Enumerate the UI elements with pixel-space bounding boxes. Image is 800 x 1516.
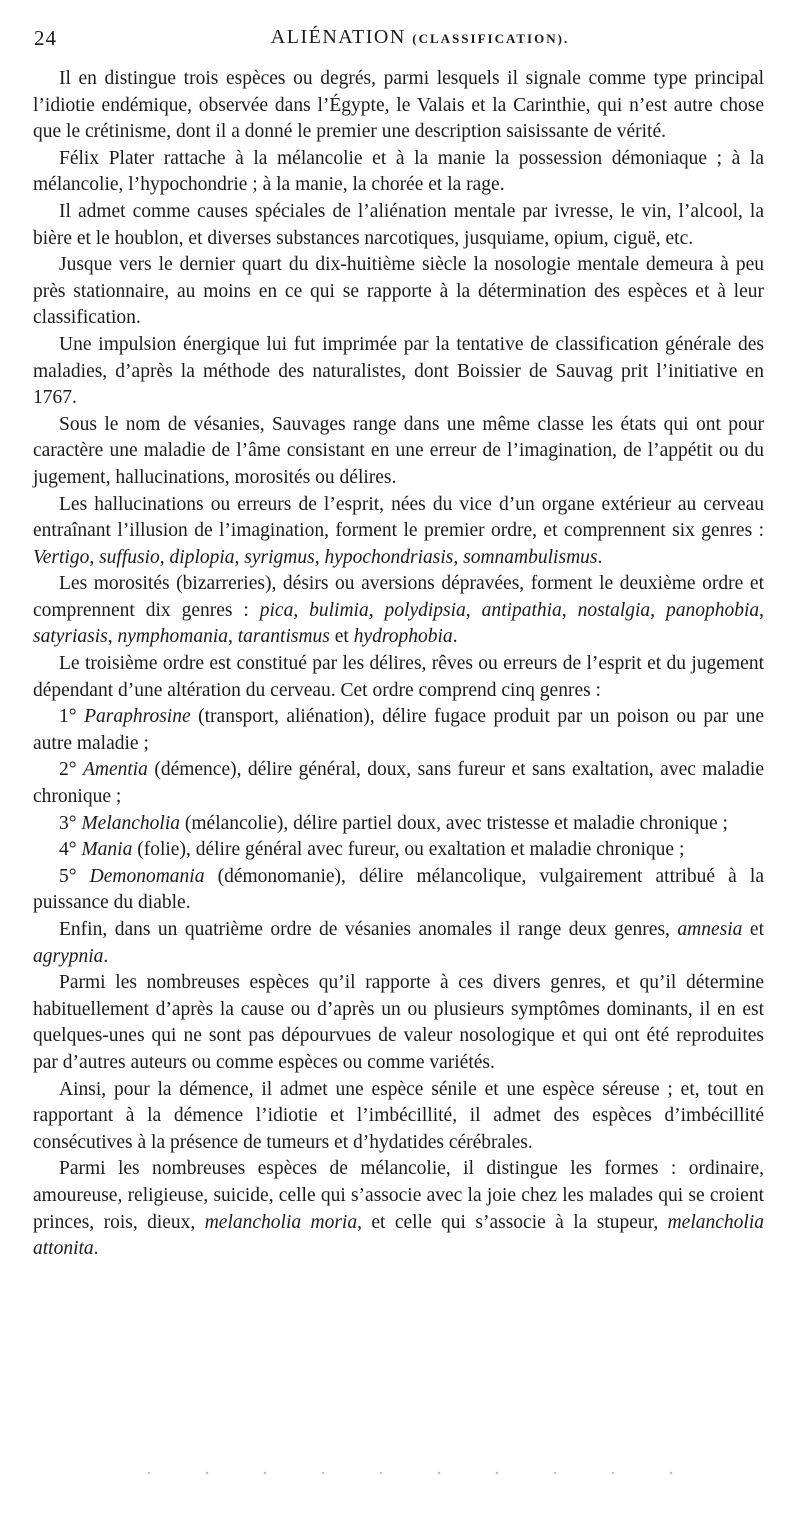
text-run: (démonomanie), délire mélancolique, vulgairement attribué à la puissance du diable. (33, 865, 764, 914)
italic-term: suffusio (99, 546, 160, 568)
italic-term: agrypnia (33, 945, 104, 967)
italic-term: bulimia (309, 599, 369, 621)
text-run: (démence), délire général, doux, sans fureur et sans exaltation, avec maladie chronique ; (33, 759, 764, 808)
text-run: Il en distingue trois espèces ou degrés, parmi lesquels il signale comme type principal l’idiotie endémique, observée dans l’Égypte, le Valais et la Carinthie, qui n’est autre chose que le crétinisme, dont il a donné le premier une description saisissante de vérité. (33, 68, 764, 143)
text-run: (transport, aliénation), délire fugace produit par un poison ou par une autre maladie ; (33, 706, 764, 754)
text-run: , (234, 546, 245, 568)
page-header (34, 26, 766, 56)
text-run: Ainsi, pour la démence, il admet une espèce sénile et une espèce séreuse ; et, tout en rapportant à la démence l’idiotie et l’imbécillité, il admet des espèces d’imbécillité consécutives à la présence de tumeurs et d’hydatides cérébrales. (33, 1078, 764, 1153)
paragraph (33, 651, 764, 704)
text-run: 4° (59, 839, 82, 861)
paragraph (33, 1077, 764, 1157)
footer-dotted-rule (120, 1470, 680, 1476)
body-text (33, 66, 764, 1263)
italic-term: nymphomania (117, 626, 229, 648)
italic-term: Amentia (82, 759, 148, 781)
text-run: Le troisième ordre est constitué par les délires, rêves ou erreurs de l’esprit et du jugement dépendant d’une altération du cerveau. Cet ordre comprend cinq genres : (33, 653, 764, 701)
italic-term: nostalgia (577, 599, 651, 621)
italic-term: melancholia moria (204, 1211, 358, 1233)
italic-term: Paraphrosine (84, 706, 191, 728)
italic-term: Melancholia (81, 812, 180, 834)
text-run: . (103, 945, 109, 967)
paragraph (33, 917, 764, 970)
text-run: Jusque vers le dernier quart du dix-huitième siècle la nosologie mentale demeura à peu près stationnaire, au moins en ce qui se rapporte à la détermination des espèces et à leur classification. (33, 254, 764, 329)
italic-term: somnambulismus (463, 546, 598, 568)
text-run: , (159, 546, 170, 568)
paragraph (33, 66, 764, 146)
text-run: , (465, 599, 482, 621)
italic-term: syrigmus (244, 546, 315, 568)
text-run: (folie), délire général avec fureur, ou exaltation et maladie chronique ; (132, 839, 685, 861)
italic-term: pica (259, 599, 294, 621)
text-run: , (759, 599, 765, 621)
text-run: , (561, 599, 578, 621)
text-run: 3° (59, 812, 82, 834)
text-run: et (742, 919, 764, 940)
text-run: , (107, 626, 118, 648)
italic-term: antipathia (481, 599, 562, 621)
italic-term: tarantismus (237, 626, 330, 648)
paragraph (33, 412, 764, 492)
paragraph (33, 252, 764, 332)
text-run: Les morosités (bizarreries), désirs ou aversions dépravées, forment le deuxième ordre et comprennent dix genres : (33, 573, 764, 621)
text-run: , (314, 546, 325, 568)
text-run: Sous le nom de vésanies, Sauvages range dans une même classe les états qui ont pour caractère une maladie de l’âme consistant en une erreur de l’imagination, de l’appétit ou du jugement, hallucinations, morosités ou délires. (33, 413, 764, 488)
paragraph (33, 146, 764, 199)
text-run: , et celle qui s’associe à la stupeur, (357, 1211, 668, 1233)
paragraph (33, 199, 764, 252)
italic-term: diplopia (169, 546, 235, 568)
italic-term: satyriasis (33, 626, 108, 648)
text-run: . (93, 1238, 99, 1260)
text-run: 1° (59, 706, 85, 728)
text-run: , (453, 546, 464, 568)
italic-term: hypochondriasis (324, 546, 454, 568)
text-run: Parmi les nombreuses espèces qu’il rapporte à ces divers genres, et qu’il détermine habituellement d’après la cause ou d’après un ou plusieurs symptômes dominants, il en est quelques-unes qui ne sont pas dépourvues de valeur nosologique et qui ont été reproduites par d’autres auteurs ou comme espèces ou comme variétés. (33, 972, 764, 1073)
paragraph (33, 837, 764, 864)
paragraph (33, 757, 764, 810)
paragraph (33, 492, 764, 572)
italic-term: panophobia (666, 599, 760, 621)
italic-term: hydrophobia (353, 626, 453, 648)
text-run: Il admet comme causes spéciales de l’aliénation mentale par ivresse, le vin, l’alcool, la bière et le houblon, et diverses substances narcotiques, jusquiame, opium, ciguë, etc. (33, 200, 764, 249)
running-head-subtitle: (CLASSIFICATION). (412, 31, 570, 46)
paragraph (33, 970, 764, 1076)
running-head (34, 26, 766, 49)
text-run: Les hallucinations ou erreurs de l’esprit, nées du vice d’un organe extérieur au cerveau entraînant l’illusion de l’imagination, forment le premier ordre, et comprennent six genres : (33, 493, 764, 542)
text-run: . (452, 626, 458, 648)
text-run: (mélancolie), délire partiel doux, avec tristesse et maladie chronique ; (180, 812, 728, 834)
text-run: Une impulsion énergique lui fut imprimée par la tentative de classification générale des maladies, d’après la méthode des naturalistes, dont Boissier de Sauvag prit l’initiative en 1767. (33, 333, 764, 409)
text-run: Enfin, dans un quatrième ordre de vésanies anomales il range deux genres, (59, 919, 678, 940)
italic-term: melancholia attonita (33, 1211, 764, 1260)
text-run: 2° (59, 759, 83, 781)
text-run: Félix Plater rattache à la mélancolie et à la manie la possession démoniaque ; à la mélancolie, l’hypochondrie ; à la manie, la chorée et la rage. (33, 147, 764, 196)
paragraph (33, 864, 764, 917)
text-run: Parmi les nombreuses espèces de mélancolie, il distingue les formes : ordinaire, amoureuse, religieuse, suicide, celle qui s’associe avec la joie chez les malades qui se croient princes, rois, dieux, (33, 1158, 764, 1233)
italic-term: polydipsia (384, 599, 466, 621)
paragraph (33, 1156, 764, 1262)
text-run: . (597, 546, 603, 568)
paragraph (33, 704, 764, 757)
italic-term: amnesia (677, 919, 743, 940)
italic-term: Vertigo (33, 546, 90, 568)
page-number: 24 (34, 26, 57, 50)
text-run: , (368, 599, 385, 621)
text-run: , (293, 599, 310, 621)
text-run: , (89, 546, 100, 568)
paragraph (33, 811, 764, 838)
running-head-title: ALIÉNATION (270, 26, 413, 48)
text-run: , (650, 599, 666, 621)
paragraph (33, 332, 764, 412)
text-run: 5° (59, 865, 90, 887)
italic-term: Mania (81, 839, 133, 861)
italic-term: Demonomania (89, 865, 205, 887)
text-run: et (329, 626, 354, 648)
text-run: , (228, 626, 238, 648)
paragraph (33, 571, 764, 651)
